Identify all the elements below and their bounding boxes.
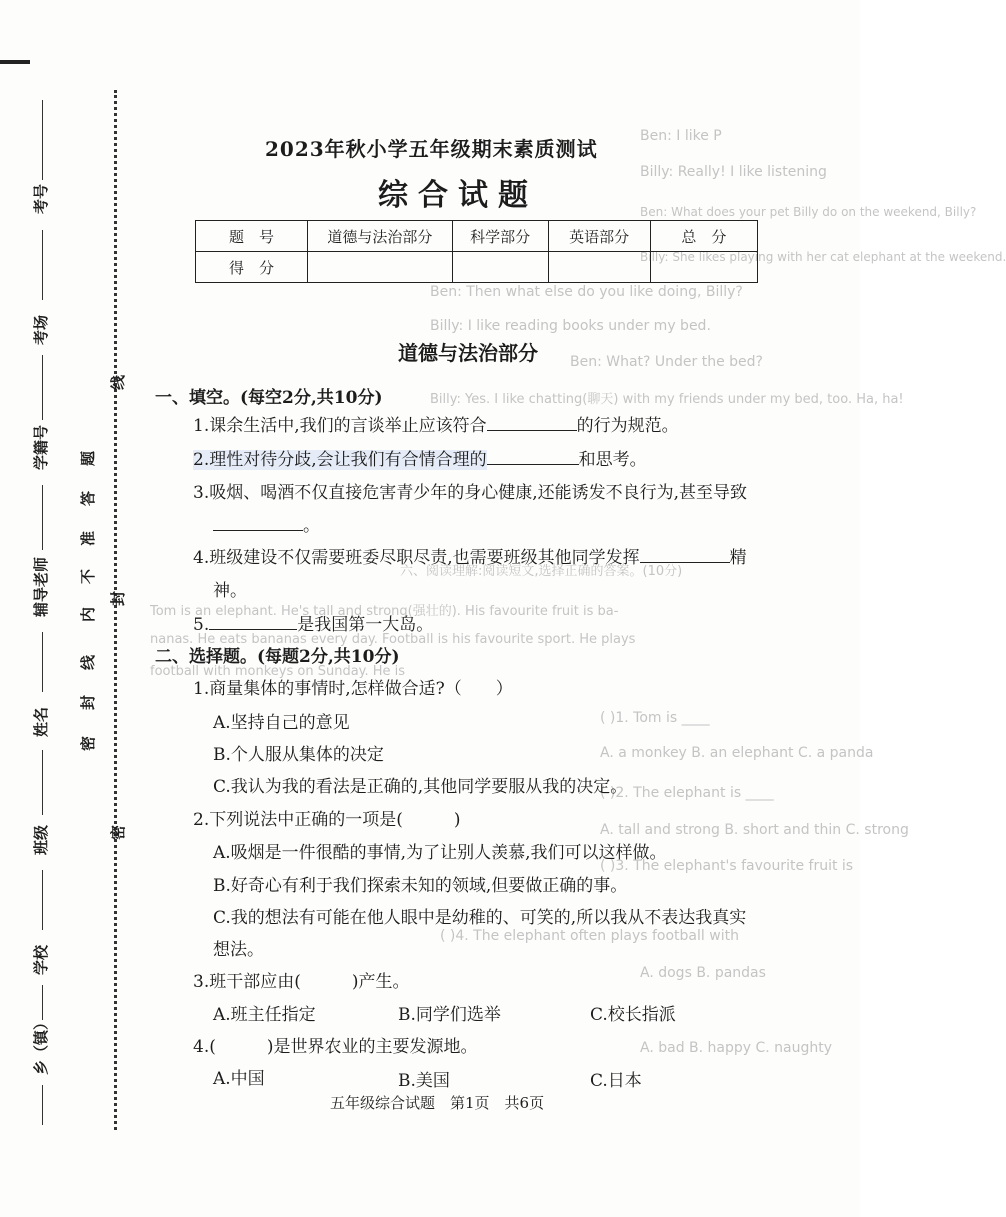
option-2-4-b[interactable]: B.美国 <box>398 1071 450 1091</box>
label-kaohao: 考号 <box>32 183 50 214</box>
option-2-1-a[interactable]: A.坚持自己的意见 <box>213 713 350 733</box>
question-1-4 <box>193 543 747 568</box>
ghost-line: ( )3. The elephant's favourite fruit is <box>600 858 854 874</box>
section-title: 道德与法治部分 <box>398 341 538 365</box>
score-cell: 题 号 <box>196 221 308 252</box>
option-2-3-b[interactable]: B.同学们选举 <box>398 1005 501 1025</box>
question-2-4: 4.( )是世界农业的主要发源地。 <box>193 1037 478 1057</box>
label-kaochang: 考场 <box>32 314 50 345</box>
write-line <box>42 100 43 180</box>
seal-mi: 密 <box>109 824 128 841</box>
option-2-1-c[interactable]: C.我认为我的看法是正确的,其他同学要服从我的决定。 <box>213 777 628 797</box>
question-text: 和思考。 <box>578 450 647 470</box>
question-text: 3.吸烟、喝酒不仅直接危害青少年的身心健康,还能诱发不良行为,甚至导致 <box>193 483 748 503</box>
ghost-line: Billy: She likes playing with her cat elephant at the weekend. <box>640 250 1006 264</box>
corner-mark <box>0 60 30 64</box>
write-line <box>42 750 43 815</box>
ghost-line: ( )1. Tom is ____ <box>600 710 710 726</box>
question-1-1 <box>193 411 679 436</box>
page-footer: 五年级综合试题 第1页 共6页 <box>330 1094 545 1112</box>
write-line <box>42 485 43 550</box>
question-text: 5. <box>193 615 210 635</box>
option-2-1-b[interactable]: B.个人服从集体的决定 <box>213 745 384 765</box>
write-line <box>42 870 43 930</box>
label-banji: 班级 <box>32 824 50 855</box>
ghost-line: Ben: I like P <box>640 128 722 144</box>
part2-heading: 二、选择题。(每题2分,共10分) <box>155 647 400 667</box>
score-cell: 总 分 <box>650 221 757 252</box>
write-line <box>42 230 43 300</box>
part1-heading: 一、填空。(每空2分,共10分) <box>155 388 383 408</box>
seal-char: 密 <box>79 735 98 752</box>
score-input-cell[interactable] <box>308 252 452 283</box>
answer-blank[interactable] <box>209 615 297 630</box>
question-1-4-cont: 神。 <box>213 581 247 601</box>
label-xiangzhen: 乡（镇） <box>32 1014 50 1075</box>
write-line <box>42 985 43 1020</box>
ghost-line: football with monkeys on Sunday. He is <box>150 664 406 679</box>
question-1-3 <box>193 478 747 503</box>
ghost-line: A. dogs B. pandas <box>640 965 766 981</box>
option-2-3-c[interactable]: C.校长指派 <box>590 1005 676 1025</box>
question-1-2 <box>193 445 647 470</box>
score-cell: 道德与法治部分 <box>308 221 452 252</box>
paper-subtitle: 综合试题 <box>378 178 538 213</box>
seal-char: 内 <box>79 606 98 623</box>
ghost-line: ( )2. The elephant is ____ <box>600 785 774 801</box>
ghost-line: Tom is an elephant. He's tall and strong(强壮的). His favourite fruit is ba- <box>150 604 619 619</box>
question-1-5 <box>193 610 433 635</box>
score-table <box>195 220 758 283</box>
question-text: 。 <box>303 516 320 536</box>
ghost-line: Ben: What? Under the bed? <box>570 354 763 370</box>
seal-char: 不 <box>79 568 98 585</box>
write-line <box>42 1085 43 1125</box>
seal-feng: 封 <box>109 590 128 607</box>
option-2-4-a[interactable]: A.中国 <box>213 1069 265 1089</box>
write-line <box>42 632 43 692</box>
score-cell: 科学部分 <box>452 221 548 252</box>
question-text: 2.理性对待分歧,会让我们有合情合理的 <box>193 450 487 470</box>
question-text: 4.班级建设不仅需要班委尽职尽责,也需要班级其他同学发挥 <box>193 548 640 568</box>
ghost-line: Ben: What does your pet Billy do on the weekend, Billy? <box>640 205 977 219</box>
label-xuexiao: 学校 <box>32 944 50 975</box>
label-xuejihao: 学籍号 <box>32 424 50 470</box>
paper-title: 2023年秋小学五年级期末素质测试 <box>265 137 598 161</box>
label-xingming: 姓名 <box>32 706 50 737</box>
write-line <box>42 355 43 420</box>
score-input-cell[interactable] <box>548 252 650 283</box>
ghost-line: A. a monkey B. an elephant C. a panda <box>600 745 874 761</box>
ghost-line: 六、阅读理解:阅读短文,选择正确的答案。(10分) <box>400 564 683 579</box>
score-cell: 得 分 <box>196 252 308 283</box>
score-table-score-row <box>196 252 758 283</box>
score-input-cell[interactable] <box>452 252 548 283</box>
question-text: 精 <box>729 548 747 568</box>
score-cell: 英语部分 <box>548 221 650 252</box>
option-2-2-a[interactable]: A.吸烟是一件很酷的事情,为了让别人羡慕,我们可以这样做。 <box>213 843 667 863</box>
question-1-3-cont <box>213 511 320 536</box>
question-2-1: 1.商量集体的事情时,怎样做合适?（ ） <box>193 679 513 699</box>
score-input-cell[interactable] <box>650 252 757 283</box>
option-2-2-c[interactable]: C.我的想法有可能在他人眼中是幼稚的、可笑的,所以我从不表达我真实 <box>213 908 747 928</box>
answer-blank[interactable] <box>213 516 303 531</box>
ghost-line: ( )4. The elephant often plays football with <box>440 928 739 944</box>
ghost-line: A. tall and strong B. short and thin C. strong <box>600 822 909 838</box>
answer-blank[interactable] <box>487 450 579 465</box>
seal-char: 题 <box>79 450 98 467</box>
answer-blank[interactable] <box>487 416 577 431</box>
option-2-2-b[interactable]: B.好奇心有利于我们探索未知的领域,但要做正确的事。 <box>213 876 628 896</box>
seal-dotted-line <box>114 90 117 1130</box>
ghost-line: Billy: Yes. I like chatting(聊天) with my friends under my bed, too. Ha, ha! <box>430 392 904 407</box>
label-fudao: 辅导老师 <box>32 556 50 617</box>
ghost-line: Billy: I like reading books under my bed. <box>430 318 711 334</box>
seal-xian: 线 <box>109 374 128 391</box>
ghost-line: Ben: Then what else do you like doing, Billy? <box>430 284 743 300</box>
seal-char: 准 <box>79 530 98 547</box>
seal-char: 封 <box>79 694 98 711</box>
question-2-3: 3.班干部应由( )产生。 <box>193 972 410 992</box>
answer-blank[interactable] <box>640 548 730 563</box>
option-2-2-c-cont: 想法。 <box>213 940 264 960</box>
ghost-line: nanas. He eats bananas every day. Football is his favourite sport. He plays <box>150 632 636 647</box>
question-text: 1.课余生活中,我们的言谈举止应该符合 <box>193 416 487 436</box>
seal-char: 线 <box>79 654 98 671</box>
option-2-3-a[interactable]: A.班主任指定 <box>213 1005 316 1025</box>
question-text: 是我国第一大岛。 <box>297 615 434 635</box>
option-2-4-c[interactable]: C.日本 <box>590 1071 642 1091</box>
score-table-header-row <box>196 221 758 252</box>
ghost-line: A. bad B. happy C. naughty <box>640 1040 833 1056</box>
ghost-line: Billy: Really! I like listening <box>640 164 827 180</box>
question-text: 的行为规范。 <box>576 416 679 436</box>
seal-char: 答 <box>79 490 98 507</box>
question-2-2: 2.下列说法中正确的一项是( ) <box>193 810 461 830</box>
